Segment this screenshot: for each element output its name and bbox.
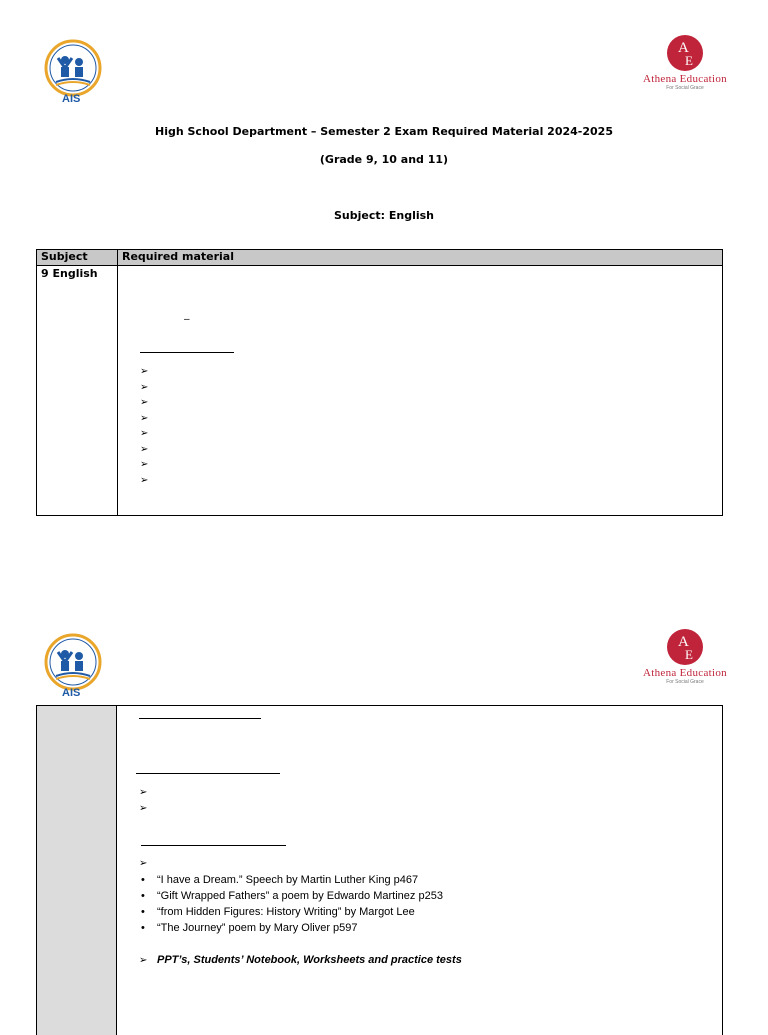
dash-mark: – (184, 314, 190, 325)
arrow-bullet: ➢ (140, 475, 149, 486)
header-required-material: Required material (118, 250, 723, 266)
material-table-continued (36, 705, 723, 1035)
athena-logo-mark (665, 33, 705, 73)
athena-name: Athena Education (643, 667, 727, 679)
arrow-bullet: ➢ (140, 459, 149, 470)
athena-letter-a: A (678, 634, 689, 650)
ais-logo (38, 38, 108, 108)
arrow-bullet: ➢ (139, 787, 148, 798)
readings-list (137, 872, 443, 936)
athena-letter-e: E (685, 53, 693, 68)
athena-logo (630, 627, 740, 697)
athena-letter-e: E (685, 647, 693, 662)
athena-tagline: For Social Grace (666, 85, 704, 91)
header-subject: Subject (37, 250, 118, 266)
ais-logo-text: AIS (62, 93, 81, 105)
list-item: • “Gift Wrapped Fathers” a poem by Edwardo Martinez p253 (137, 888, 443, 904)
grade-line: (Grade 9, 10 and 11) (319, 153, 449, 166)
material-column (117, 706, 722, 1035)
arrow-bullet: ➢ (140, 444, 149, 455)
subject-heading: Subject: English (333, 209, 434, 222)
table-row (37, 266, 723, 516)
arrow-bullet: ➢ (140, 382, 149, 393)
athena-name: Athena Education (643, 73, 727, 85)
underline-rule (141, 845, 286, 846)
material-table (36, 249, 723, 516)
arrow-bullet: ➢ (140, 366, 149, 377)
arrow-bullet: ➢ (140, 413, 149, 424)
resources-line: PPT’s, Students’ Notebook, Worksheets and practice tests (157, 954, 462, 966)
arrow-bullet: ➢ (139, 803, 148, 814)
underline-rule (139, 718, 261, 719)
athena-letter-a: A (678, 40, 689, 56)
arrow-bullet: ➢ (140, 428, 149, 439)
list-item: • “The Journey” poem by Mary Oliver p597 (137, 920, 443, 936)
arrow-bullet: ➢ (140, 397, 149, 408)
athena-logo (630, 33, 740, 103)
list-item: • “from Hidden Figures: History Writing” by Margot Lee (137, 904, 443, 920)
underline-rule (136, 773, 280, 774)
athena-tagline: For Social Grace (666, 679, 704, 685)
row-material-cell (118, 266, 723, 516)
ais-logo-text: AIS (62, 687, 81, 699)
document-title: High School Department – Semester 2 Exam Required Material 2024-2025 (155, 125, 613, 138)
subject-column-shaded (37, 706, 117, 1035)
arrow-bullet: ➢ (139, 858, 148, 869)
athena-logo-mark (665, 627, 705, 667)
ais-logo (38, 632, 108, 702)
underline-rule (140, 352, 234, 353)
list-item: • “I have a Dream.” Speech by Martin Luther King p467 (137, 872, 443, 888)
table-header-row (37, 250, 723, 266)
row-subject: 9 English (37, 266, 118, 516)
arrow-bullet: ➢ (139, 955, 148, 966)
